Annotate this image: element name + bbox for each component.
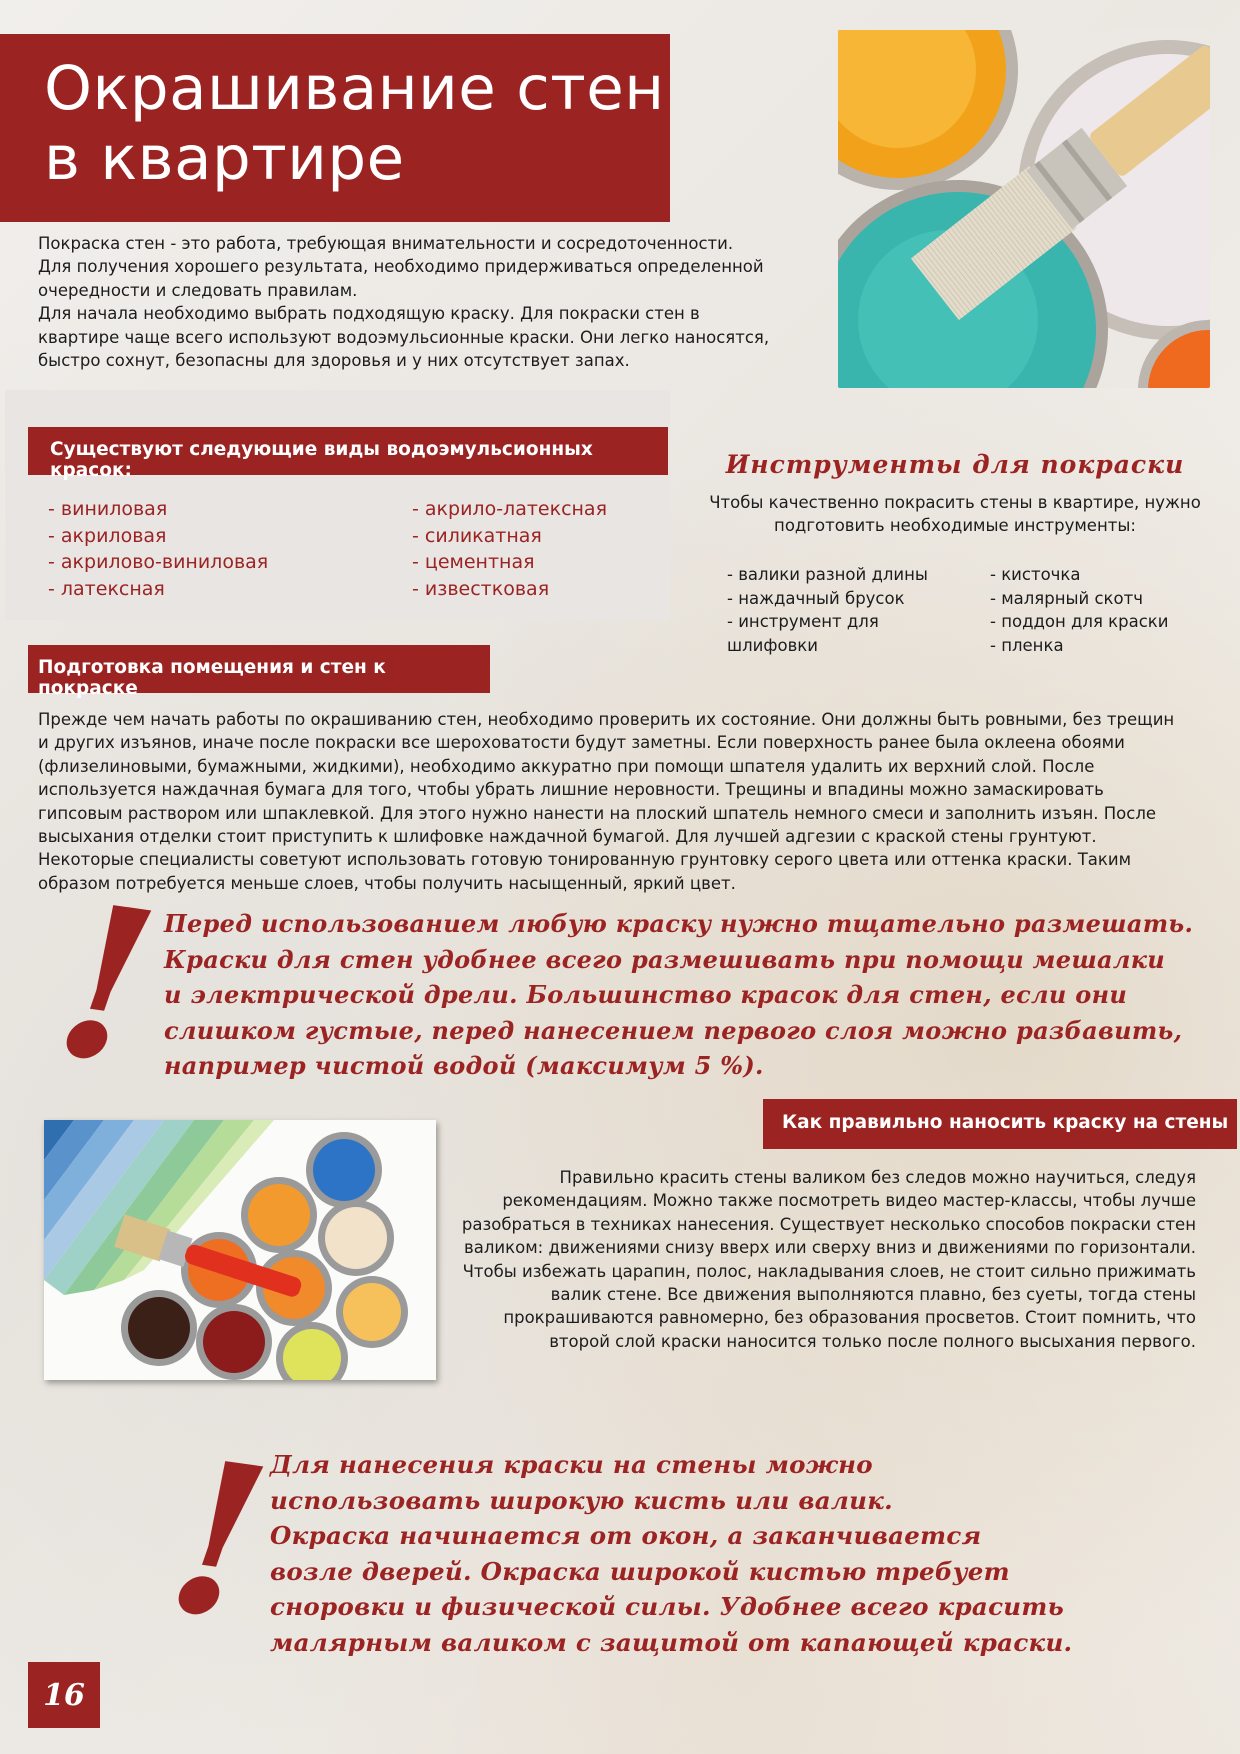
- warning-line: Краски для стен удобнее всего размешивать при помощи мешалки: [164, 944, 1166, 974]
- paragraph-line: валиком: движениями снизу вверх или сверху вниз и движениями по горизонтали.: [464, 1238, 1196, 1258]
- list-item: - валики разной длины: [727, 565, 928, 584]
- title-line-2: в квартире: [44, 123, 405, 194]
- warning-line: использовать широкую кисть или валик.: [270, 1485, 893, 1515]
- list-item: - пленка: [990, 635, 1064, 655]
- application-heading: Как правильно наносить краску на стены: [782, 1112, 1229, 1133]
- hero-photo: [838, 30, 1210, 388]
- paragraph-line: Прежде чем начать работы по окрашиванию стен, необходимо проверить их состояние. Они должны быть ровными, без трещин: [38, 710, 1175, 729]
- application-heading-bar: [763, 1099, 1237, 1149]
- list-item: - латексная: [48, 577, 165, 600]
- tools-intro-line: подготовить необходимые инструменты:: [774, 516, 1136, 535]
- paint-cans-photo: [44, 1120, 436, 1380]
- list-item: - акрило-латексная: [412, 498, 608, 520]
- warning-line: малярным валиком с защитой от капающей краски.: [270, 1627, 1073, 1657]
- tools-intro: [690, 491, 1220, 537]
- list-item: - инструмент для: [727, 612, 879, 632]
- warning-line: Перед использованием любую краску нужно тщательно размешать.: [164, 909, 1194, 938]
- list-item: шлифовки: [727, 635, 818, 655]
- paragraph-line: рекомендациям. Можно также посмотреть видео мастер-классы, чтобы лучше: [502, 1191, 1196, 1211]
- list-item: - акриловая: [48, 524, 167, 547]
- preparation-heading-bar: [28, 645, 490, 699]
- paragraph-line: и других изъянов, иначе после покраски все шероховатости будут заметны. Если поверхность ранее была оклеена обоями: [38, 733, 1125, 753]
- intro-line: Для начала необходимо выбрать подходящую краску. Для покраски стен в: [38, 304, 700, 324]
- list-item: - кисточка: [990, 565, 1081, 584]
- paragraph-line: второй слой краски наносится только после полного высыхания первого.: [549, 1331, 1196, 1351]
- paragraph-line: Правильно красить стены валиком без следов можно научиться, следуя: [559, 1168, 1196, 1187]
- warning-note-mixing: [164, 906, 1214, 1084]
- title-banner: [0, 34, 670, 222]
- intro-line: быстро сохнут, безопасны для здоровья и у них отсутствует запах.: [38, 351, 630, 371]
- application-paragraph: [450, 1166, 1196, 1353]
- list-item: - силикатная: [412, 524, 542, 547]
- intro-paragraph: [38, 232, 808, 372]
- exclamation-icon: !: [43, 855, 169, 1114]
- intro-line: Покраска стен - это работа, требующая внимательности и сосредоточенности.: [38, 234, 734, 253]
- preparation-paragraph: [38, 708, 1203, 895]
- paint-types-heading-bar: [28, 427, 668, 481]
- paragraph-line: прокрашиваются равномерно, без образования просветов. Стоит помнить, что: [503, 1308, 1196, 1328]
- tools-list-right: [990, 563, 1168, 657]
- paragraph-line: разобраться в техниках нанесения. Существует несколько способов покраски стен: [461, 1214, 1196, 1234]
- title-line-1: Окрашивание стен: [44, 53, 665, 124]
- warning-note-brush: [270, 1447, 1230, 1661]
- tools-intro-line: Чтобы качественно покрасить стены в квартире, нужно: [709, 493, 1201, 512]
- warning-line: слишком густые, перед нанесением первого слоя можно разбавить,: [164, 1015, 1183, 1045]
- paragraph-line: (флизелиновыми, бумажными, жидкими), необходимо аккуратно при помощи шпателя удалить их верхний слой. После: [38, 756, 1095, 776]
- page-number: 16: [28, 1662, 100, 1728]
- list-item: - виниловая: [48, 498, 168, 520]
- paint-types-list-left: [48, 496, 268, 602]
- preparation-heading: Подготовка помещения и стен к покраске: [38, 657, 386, 699]
- list-item: - малярный скотч: [990, 588, 1143, 608]
- tools-title: Инструменты для покраски: [725, 450, 1185, 479]
- list-item: - цементная: [412, 551, 535, 574]
- warning-line: и электрической дрели. Большинство красок для стен, если они: [164, 980, 1128, 1009]
- list-item: - известковая: [412, 577, 550, 600]
- warning-line: сноровки и физической силы. Удобнее всего красить: [270, 1592, 1065, 1622]
- paragraph-line: высыхания отделки стоит приступить к шлифовке наждачной бумагой. Для лучшей адгезии с краской стены грунтуют.: [38, 827, 1097, 847]
- list-item: - акрилово-виниловая: [48, 551, 269, 574]
- paragraph-line: валик стене. Все движения выполняются плавно, без суеты, тогда стены: [550, 1285, 1196, 1305]
- paragraph-line: Чтобы избежать царапин, полос, накладывания слоев, не стоит сильно прижимать: [462, 1261, 1196, 1281]
- warning-line: например чистой водой (максимум 5 %).: [164, 1051, 764, 1080]
- paint-types-heading: Существуют следующие виды водоэмульсионных красок:: [50, 439, 593, 481]
- paragraph-line: гипсовым раствором или шпаклевкой. Для этого нужно нанести на плоский шпатель немного смеси и заполнить изъян. После: [38, 803, 1157, 823]
- paragraph-line: Некоторые специалисты советуют использовать готовую тонированную грунтовку серого цвета или оттенка краски. Таким: [38, 850, 1132, 870]
- list-item: - наждачный брусок: [727, 588, 905, 608]
- paragraph-line: используется наждачная бумага для того, чтобы убрать лишние неровности. Трещины и впадины можно замаскировать: [38, 780, 1104, 800]
- warning-line: возле дверей. Окраска широкой кистью требует: [270, 1556, 1010, 1586]
- intro-line: очередности и следовать правилам.: [38, 280, 358, 300]
- intro-line: Для получения хорошего результата, необходимо придерживаться определенной: [38, 257, 764, 277]
- warning-line: Окраска начинается от окон, а заканчивается: [270, 1521, 982, 1551]
- paint-cans-with-brush-image: [838, 30, 1210, 388]
- intro-line: квартире чаще всего используют водоэмульсионные краски. Они легко наносятся,: [38, 327, 770, 347]
- list-item: - поддон для краски: [990, 612, 1169, 632]
- paint-cans-and-swatches-image: [44, 1120, 436, 1380]
- tools-list-left: [727, 563, 928, 657]
- exclamation-icon: !: [155, 1411, 281, 1670]
- warning-line: Для нанесения краски на стены можно: [270, 1450, 873, 1479]
- page-title: [44, 54, 665, 194]
- paint-types-list-right: [412, 496, 607, 602]
- paragraph-line: образом потребуется меньше слоев, чтобы получить насыщенный, яркий цвет.: [38, 873, 736, 893]
